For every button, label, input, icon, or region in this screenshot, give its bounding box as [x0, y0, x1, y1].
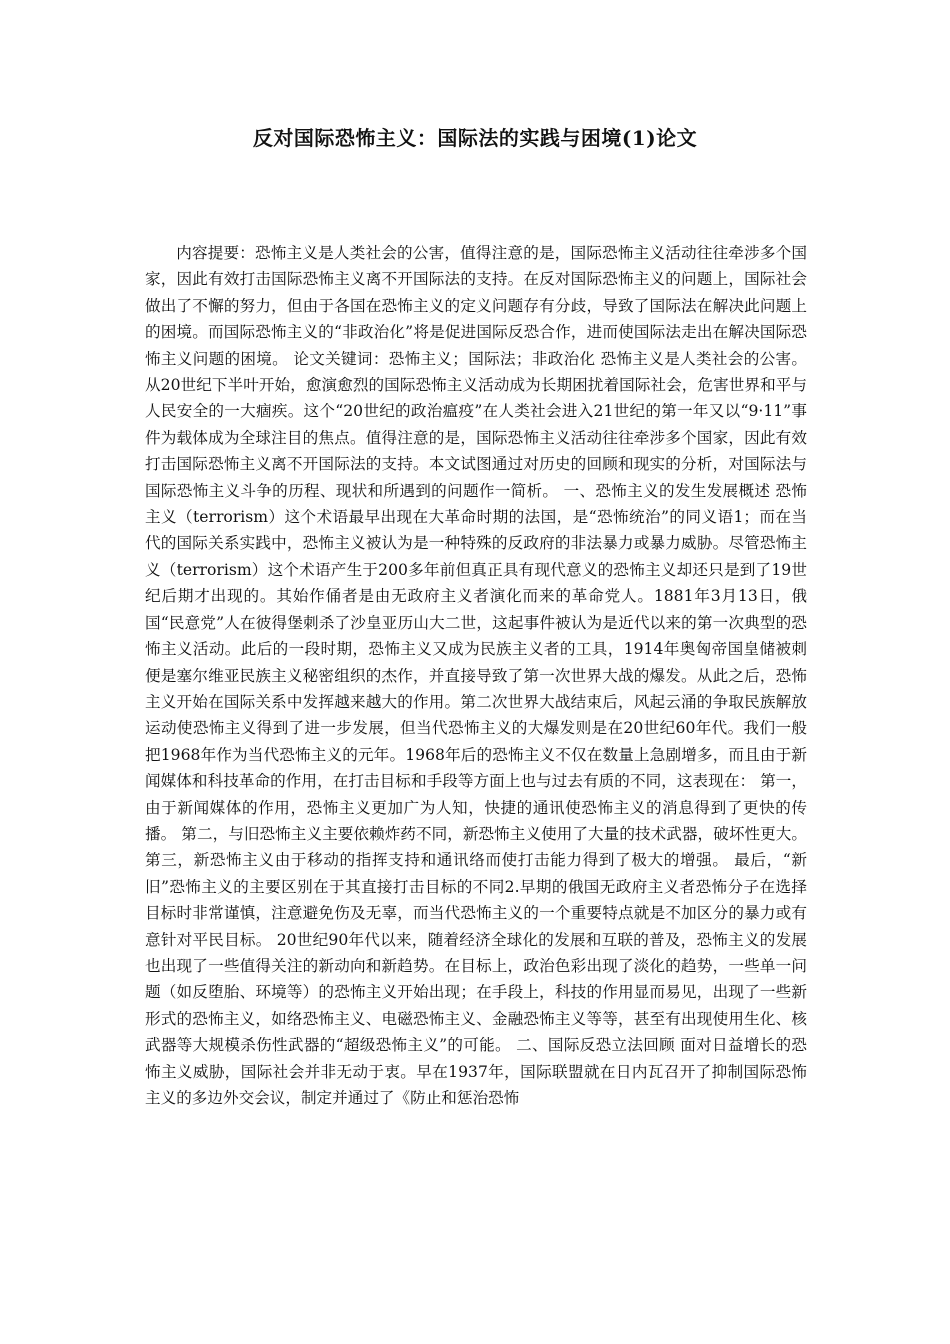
- document-body: 内容提要：恐怖主义是人类社会的公害，值得注意的是，国际恐怖主义活动往往牵涉多个国家，因此有效打击国际恐怖主义离不开国际法的支持。在反对国际恐怖主义的问题上，国际社会做出了不懈的努力，但由于各国在恐怖主义的定义问题存有分歧，导致了国际法在解决此问题上的困境。而国际恐怖主义的“非政治化”将是促进国际反恐合作，进而使国际法走出在解决国际恐怖主义问题的困境。 论文关键词：恐怖主义；国际法；非政治化 恐怖主义是人类社会的公害。从20世纪下半叶开始，愈演愈烈的国际恐怖主义活动成为长期困扰着国际社会，危害世界和平与人民安全的一大痼疾。这个“20世纪的政治瘟疫”在人类社会进入21世纪的第一年又以“9·11”事件为载体成为全球注目的焦点。值得注意的是，国际恐怖主义活动往往牵涉多个国家，因此有效打击国际恐怖主义离不开国际法的支持。本文试图通过对历史的回顾和现实的分析，对国际法与国际恐怖主义斗争的历程、现状和所遇到的问题作一简析。 一、恐怖主义的发生发展概述 恐怖主义（terrorism）这个术语最早出现在大革命时期的法国，是“恐怖统治”的同义语1；而在当代的国际关系实践中，恐怖主义被认为是一种特殊的反政府的非法暴力或暴力威胁。尽管恐怖主义（terrorism）这个术语产生于200多年前但真正具有现代意义的恐怖主义却还只是到了19世纪后期才出现的。其始作俑者是由无政府主义者演化而来的革命党人。1881年3月13日，俄国“民意党”人在彼得堡刺杀了沙皇亚历山大二世，这起事件被认为是近代以来的第一次典型的恐怖主义活动。此后的一段时期，恐怖主义又成为民族主义者的工具，1914年奥匈帝国皇储被刺便是塞尔维亚民族主义秘密组织的杰作，并直接导致了第一次世界大战的爆发。从此之后，恐怖主义开始在国际关系中发挥越来越大的作用。第二次世界大战结束后，风起云涌的争取民族解放运动使恐怖主义得到了进一步发展，但当代恐怖主义的大爆发则是在20世纪60年代。我们一般把1968年作为当代恐怖主义的元年。1968年后的恐怖主义不仅在数量上急剧增多，而且由于新闻媒体和科技革命的作用，在打击目标和手段等方面上也与过去有质的不同，这表现在： 第一，由于新闻媒体的作用，恐怖主义更加广为人知，快捷的通讯使恐怖主义的消息得到了更快的传播。 第二，与旧恐怖主义主要依赖炸药不同，新恐怖主义使用了大量的技术武器，破坏性更大。 第三，新恐怖主义由于移动的指挥支持和通讯络而使打击能力得到了极大的增强。 最后，“新旧”恐怖主义的主要区别在于其直接打击目标的不同2.早期的俄国无政府主义者恐怖分子在选择目标时非常谨慎，注意避免伤及无辜，而当代恐怖主义的一个重要特点就是不加区分的暴力或有意针对平民目标。 20世纪90年代以来，随着经济全球化的发展和互联的普及，恐怖主义的发展也出现了一些值得关注的新动向和新趋势。在目标上，政治色彩出现了淡化的趋势，一些单一问题（如反堕胎、环境等）的恐怖主义开始出现；在手段上，科技的作用显而易见，出现了一些新形式的恐怖主义，如络恐怖主义、电磁恐怖主义、金融恐怖主义等等，甚至有出现使用生化、核武器等大规模杀伤性武器的“超级恐怖主义”的可能。 二、国际反恐立法回顾 面对日益增长的恐怖主义威胁，国际社会并非无动于衷。早在1937年，国际联盟就在日内瓦召开了抑制国际恐怖主义的多边外交会议，制定并通过了《防止和惩治恐怖: [145, 244, 807, 1107]
- document-title: 反对国际恐怖主义：国际法的实践与困境(1)论文: [252, 126, 698, 150]
